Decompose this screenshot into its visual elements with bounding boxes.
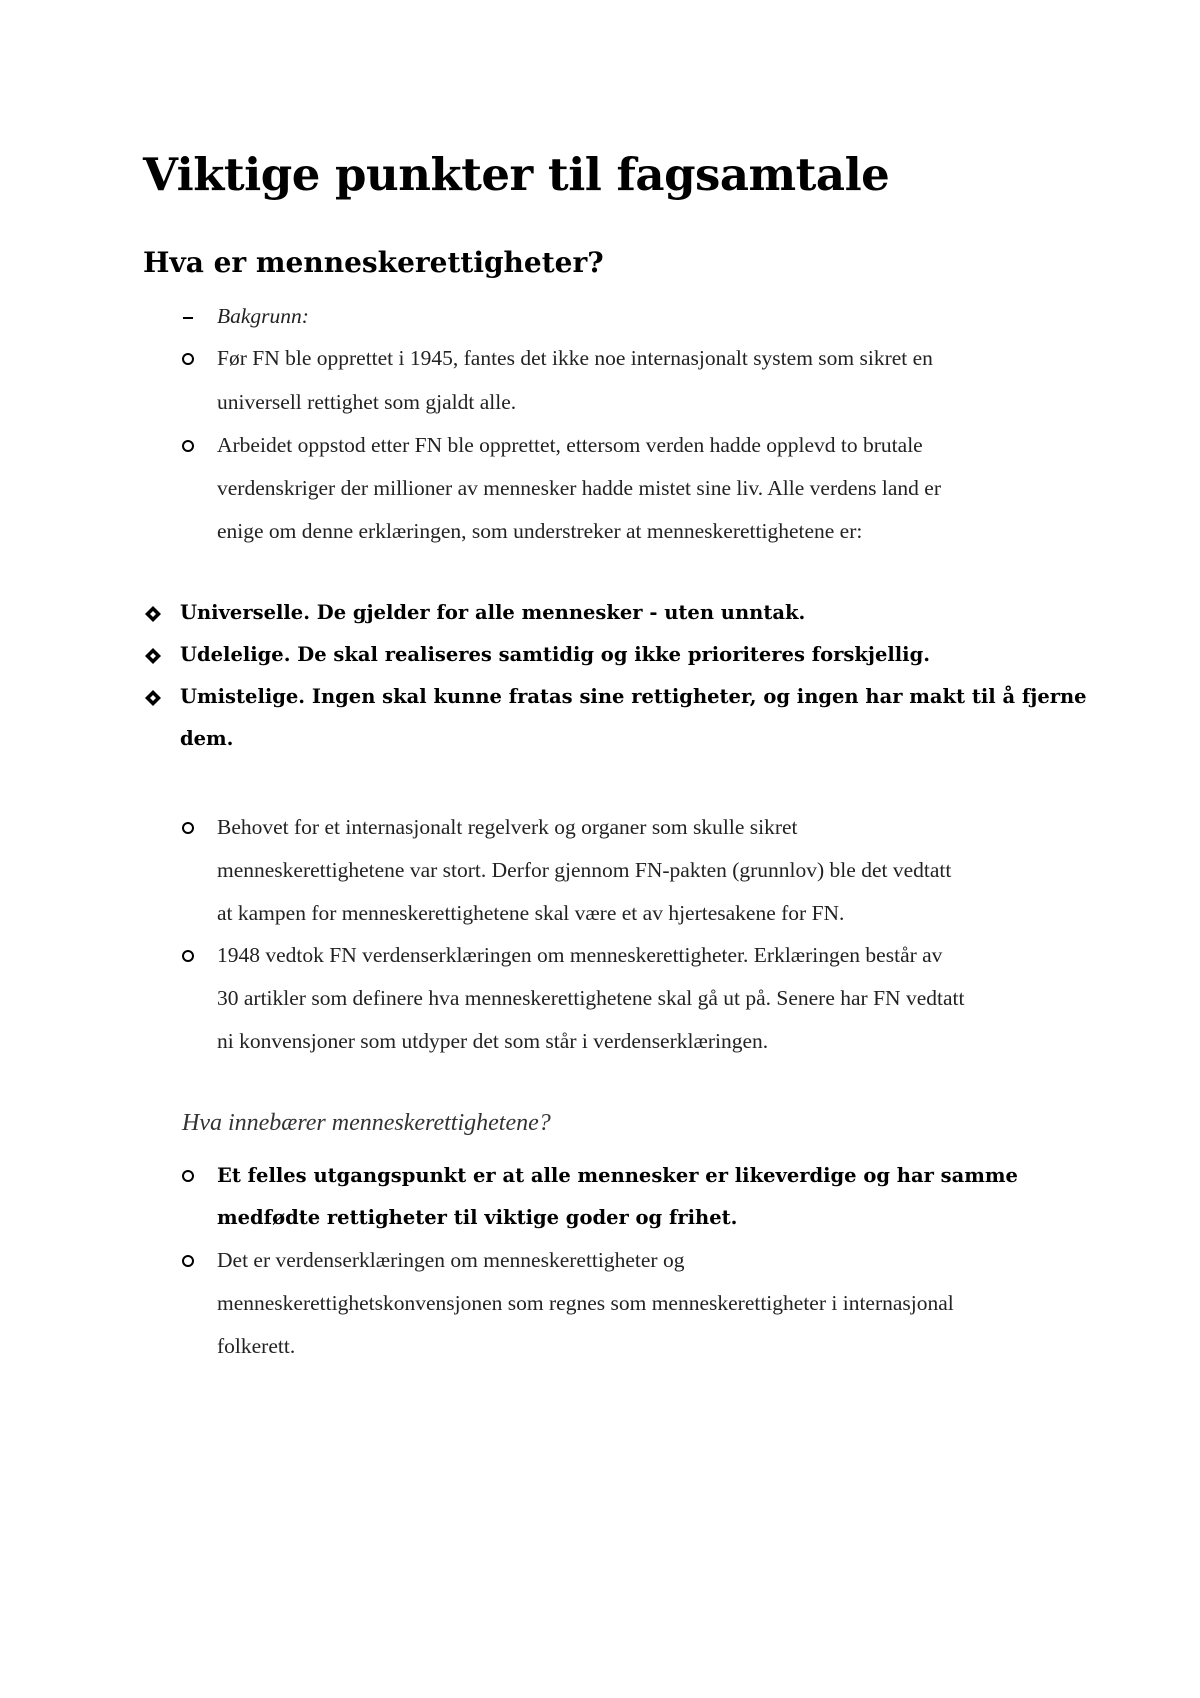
list-item-line: verdenskriger der millioner av mennesker hadde mistet sine liv. Alle verdens land er [217,476,941,500]
list-item-line: universell rettighet som gjaldt alle. [217,390,517,414]
diamond-bullet-icon [145,606,161,622]
list-item-line: at kampen for menneskerettighetene skal være et av hjertesakene for FN. [217,901,845,925]
circle-bullet-icon [182,353,194,365]
list-item-line: Arbeidet oppstod etter FN ble opprettet, ettersom verden hadde opplevd to brutale [217,433,923,457]
section-heading: Hva er menneskerettigheter? [143,246,604,279]
diamond-bullet-icon [145,690,161,706]
principle-item: Universelle. De gjelder for alle mennesker - uten unntak. [180,601,806,624]
background-label: Bakgrunn: [217,304,309,328]
list-item-line: 30 artikler som definere hva menneskerettighetene skal gå ut på. Senere har FN vedtatt [217,986,965,1010]
list-item-line: Før FN ble opprettet i 1945, fantes det ikke noe internasjonalt system som sikret en [217,346,933,370]
principle-item: Umistelige. Ingen skal kunne fratas sine rettigheter, og ingen har makt til å fjerne [180,685,1087,708]
list-item-line: menneskerettighetskonvensjonen som regnes som menneskerettigheter i internasjonal [217,1291,954,1315]
subheading: Hva innebærer menneskerettighetene? [182,1110,551,1136]
list-item-line: enige om denne erklæringen, som understreker at menneskerettighetene er: [217,519,863,543]
list-item-line: medfødte rettigheter til viktige goder og frihet. [217,1206,738,1229]
list-item-line: ni konvensjoner som utdyper det som står i verdenserklæringen. [217,1029,769,1053]
principle-item: Udelelige. De skal realiseres samtidig og ikke prioriteres forskjellig. [180,643,930,666]
diamond-bullet-icon [145,648,161,664]
list-item-line: Behovet for et internasjonalt regelverk og organer som skulle sikret [217,815,798,839]
circle-bullet-icon [182,440,194,452]
circle-bullet-icon [182,822,194,834]
circle-bullet-icon [182,1170,194,1182]
dash-bullet-icon [183,317,193,319]
list-item-line: Det er verdenserklæringen om menneskerettigheter og [217,1248,685,1272]
circle-bullet-icon [182,950,194,962]
list-item-line: folkerett. [217,1334,296,1358]
page-title: Viktige punkter til fagsamtale [143,148,890,201]
circle-bullet-icon [182,1255,194,1267]
list-item-line: Et felles utgangspunkt er at alle mennesker er likeverdige og har samme [217,1164,1018,1187]
list-item-line: 1948 vedtok FN verdenserklæringen om menneskerettigheter. Erklæringen består av [217,943,943,967]
principle-item: dem. [180,727,234,750]
list-item-line: menneskerettighetene var stort. Derfor gjennom FN-pakten (grunnlov) ble det vedtatt [217,858,952,882]
